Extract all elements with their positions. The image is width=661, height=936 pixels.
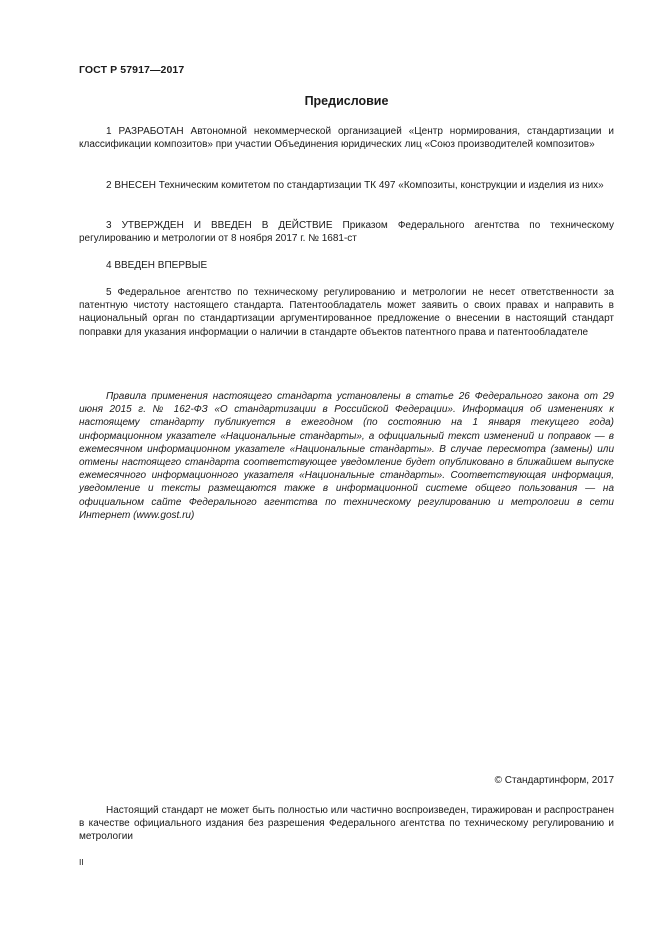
page-title: Предисловие: [304, 94, 389, 108]
application-rules-note: Правила применения настоящего стандарта установлены в статье 26 Федерального закона от 29 июня 2015 г. № 162-ФЗ «О стандартизации в Российской Федерации». Информация об изменениях к настоящему стандарту публикуется в ежегодном (по состоянию на 1 января текущего года) информационном указателе «Национальные стандарты», а официальный текст изменений и поправок — в ежемесячном информационном указателе «Национальные стандарты». В случае пересмотра (замены) или отмены настоящего стандарта соответствующее уведомление будет опубликовано в ближайшем выпуске ежемесячного информационного указателя «Национальные стандарты». Соответствующая информация, уведомление и тексты размещаются также в информационной системе общего пользования — на официальном сайте Федерального агентства по техническому регулированию и метрологии в сети Интернет (www.gost.ru): [79, 391, 614, 521]
paragraph-introduced-by: 2 ВНЕСЕН Техническим комитетом по стандартизации ТК 497 «Композиты, конструкции и изделия из них»: [106, 180, 604, 191]
copyright-notice: © Стандартинформ, 2017: [494, 775, 614, 786]
paragraph-introduced-first-time: 4 ВВЕДЕН ВПЕРВЫЕ: [106, 260, 208, 271]
document-code: ГОСТ Р 57917—2017: [79, 64, 185, 76]
paragraph-approved: 3 УТВЕРЖДЕН И ВВЕДЕН В ДЕЙСТВИЕ Приказом Федерального агентства по техническому регулированию и метрологии от 8 ноября 2017 г. № 1681-ст: [79, 220, 614, 245]
page-number: II: [79, 857, 84, 867]
reproduction-notice: Настоящий стандарт не может быть полностью или частично воспроизведен, тиражирован и распространен в качестве официального издания без разрешения Федерального агентства по техническому регулированию и метрологии: [79, 805, 614, 843]
paragraph-patent-notice: 5 Федеральное агентство по техническому регулированию и метрологии не несет ответственности за патентную чистоту настоящего стандарта. Патентообладатель может заявить о своих правах и направить в национальный орган по стандартизации аргументированное предложение о внесении в настоящий стандарт поправки для указания информации о наличии в стандарте объектов патентного права и патентообладателе: [79, 287, 614, 338]
paragraph-developed-by: 1 РАЗРАБОТАН Автономной некоммерческой организацией «Центр нормирования, стандартизации и классификации композитов» при участии Объединения юридических лиц «Союз производителей композитов»: [79, 126, 614, 151]
